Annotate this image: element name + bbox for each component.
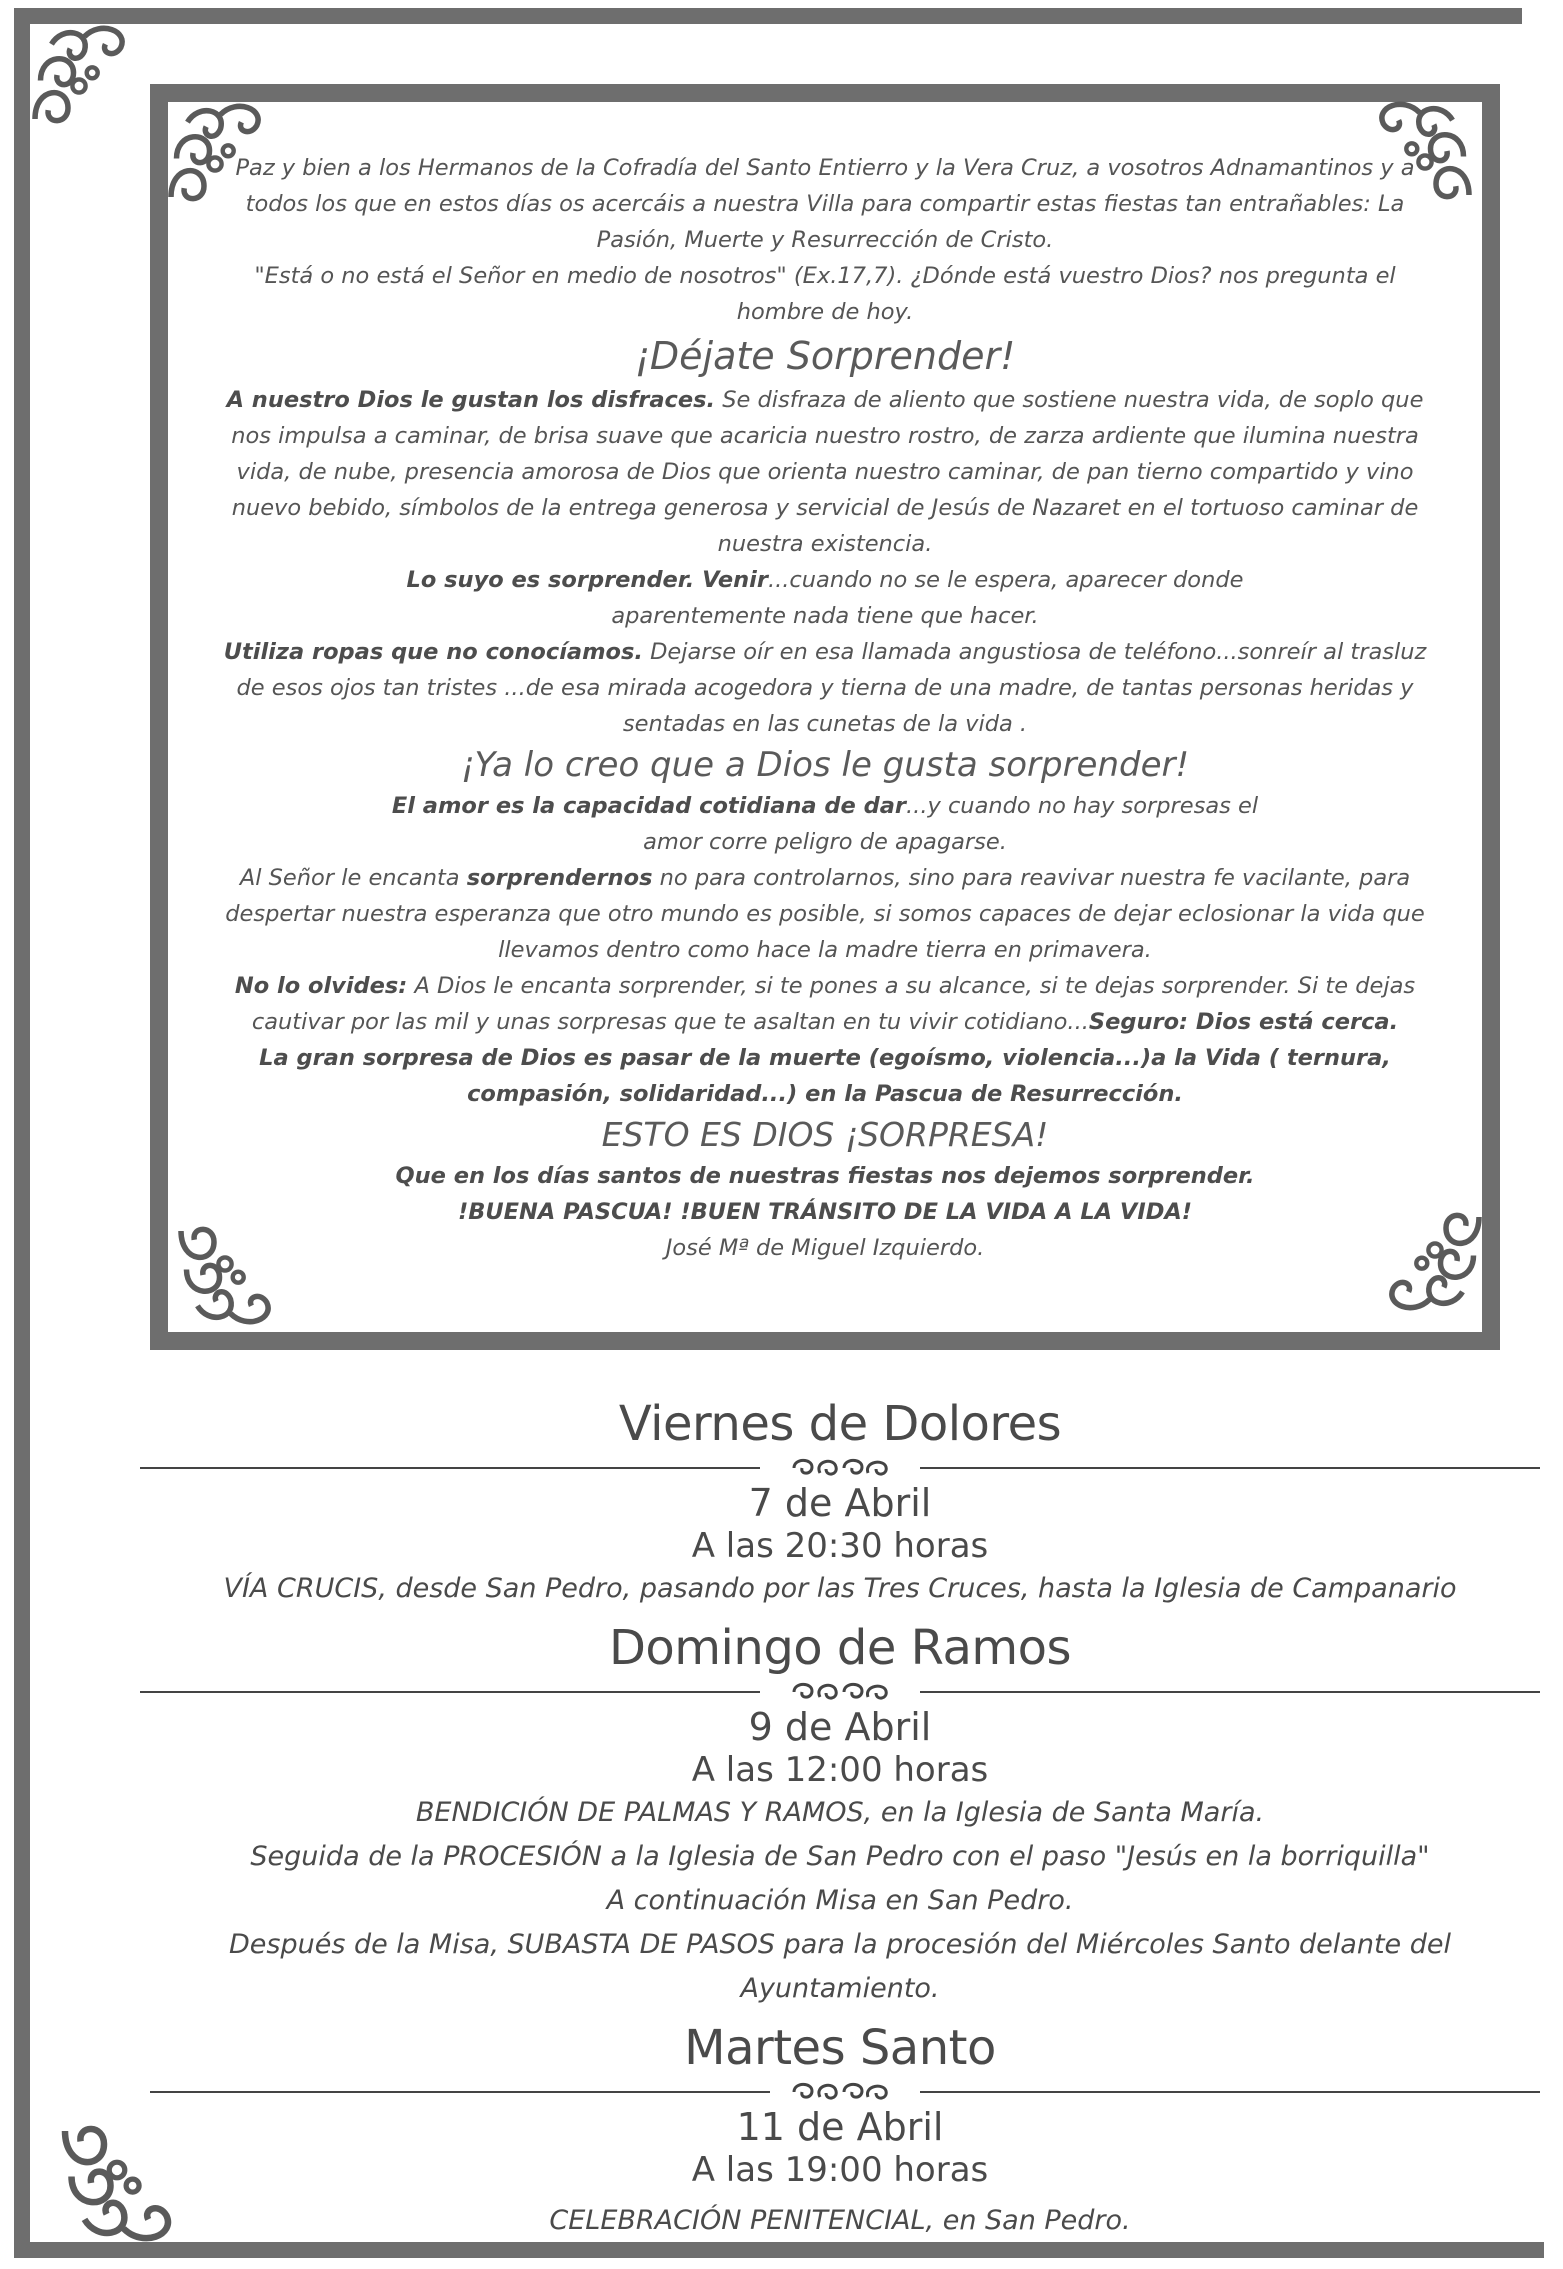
message-paragraph xyxy=(210,634,1440,742)
swirl-ornament-icon xyxy=(24,20,134,130)
message-paragraph xyxy=(210,788,1440,860)
event-time: A las 20:30 horas xyxy=(691,1526,989,1566)
divider-line xyxy=(920,1467,1540,1469)
event-block xyxy=(130,1395,1550,1611)
message-paragraph xyxy=(210,860,1440,968)
divider-line xyxy=(150,2091,770,2093)
divider-line xyxy=(920,2091,1540,2093)
section-divider xyxy=(130,2079,1550,2105)
event-title: Viernes de Dolores xyxy=(618,1396,1062,1452)
event-title: Domingo de Ramos xyxy=(608,1620,1072,1676)
divider-swirl-icon xyxy=(780,1679,900,1705)
message-text xyxy=(210,150,1440,1266)
signature: José Mª de Miguel Izquierdo. xyxy=(665,1235,985,1261)
emphasis-text: El amor es la capacidad cotidiana de dar xyxy=(391,793,907,819)
divider-line xyxy=(140,1691,760,1693)
event-description: CELEBRACIÓN PENITENCIAL, en San Pedro. xyxy=(549,2205,1131,2236)
emphasis-text: Utiliza ropas que no conocíamos. xyxy=(223,639,643,665)
message-paragraph: "Está o no está el Señor en medio de nosotros" (Ex.17,7). ¿Dónde está vuestro Dios? nos pregunta el hombre de hoy. xyxy=(254,263,1396,325)
event-description: Seguida de la PROCESIÓN a la Iglesia de San Pedro con el paso "Jesús en la borriquilla" xyxy=(250,1841,1430,1872)
paragraph-text: A Dios le encanta sorprender, si te pones a su alcance, si te dejas sorprender. Si te dejas cautivar por las mil y unas sorpresas que te asaltan en tu vivir cotidiano... xyxy=(251,973,1416,1035)
event-date: 11 de Abril xyxy=(736,2105,944,2149)
message-paragraph xyxy=(210,1194,1440,1230)
message-paragraph xyxy=(210,1040,1440,1112)
message-heading: ¡Déjate Sorprender! xyxy=(634,334,1016,378)
emphasis-text: sorprendernos xyxy=(466,865,653,891)
event-description: BENDICIÓN DE PALMAS Y RAMOS, en la Iglesia de Santa María. xyxy=(415,1797,1265,1828)
divider-swirl-icon xyxy=(780,1455,900,1481)
message-paragraph: Paz y bien a los Hermanos de la Cofradía del Santo Entierro y la Vera Cruz, a vosotros Adnamantinos y a todos los que en estos días os acercáis a nuestra Villa para compartir estas fiestas tan entrañables: La Pasión, Muerte y Resurrección de Cristo. xyxy=(235,155,1415,253)
divider-line xyxy=(140,1467,760,1469)
paragraph-text: no para controlarnos, sino para reavivar nuestra fe vacilante, para despertar nuestra esperanza que otro mundo es posible, si somos capaces de dejar eclosionar la vida que llevamos dentro como hace la madre tierra en primavera. xyxy=(225,865,1425,963)
paragraph-text: Al Señor le encanta xyxy=(239,865,467,891)
message-heading: ESTO ES DIOS ¡SORPRESA! xyxy=(601,1115,1049,1154)
emphasis-text: No lo olvides: xyxy=(234,973,408,999)
emphasis-text: Que en los días santos de nuestras fiestas nos dejemos sorprender. xyxy=(395,1163,1255,1189)
event-date: 9 de Abril xyxy=(748,1705,932,1749)
event-description: A continuación Misa en San Pedro. xyxy=(606,1885,1074,1916)
event-block xyxy=(130,2019,1550,2243)
program-schedule xyxy=(130,1395,1550,2243)
outer-bottom-border xyxy=(14,2242,1544,2258)
paragraph-text: Dejarse oír en esa llamada angustiosa de teléfono...sonreír al trasluz de esos ojos tan tristes ...de esa mirada acogedora y tierna de una madre, de tantas personas heridas y sentadas en las cunetas de la vida . xyxy=(236,639,1427,737)
paragraph-text: Se disfraza de aliento que sostiene nuestra vida, de soplo que nos impulsa a caminar, de brisa suave que acaricia nuestro rostro, de zarza ardiente que ilumina nuestra vida, de nube, presencia amorosa de Dios que orienta nuestro caminar, de pan tierno compartido y vino nuevo bebido, símbolos de la entrega generosa y servicial de Jesús de Nazaret en el tortuoso caminar de nuestra existencia. xyxy=(231,387,1424,557)
event-title: Martes Santo xyxy=(684,2020,996,2076)
event-time: A las 19:00 horas xyxy=(691,2150,989,2190)
emphasis-text: Seguro: Dios está cerca. xyxy=(1088,1009,1399,1035)
event-description: Después de la Misa, SUBASTA DE PASOS para la procesión del Miércoles Santo delante del Ayuntamiento. xyxy=(228,1929,1451,2004)
emphasis-text: A nuestro Dios le gustan los disfraces. xyxy=(226,387,716,413)
emphasis-text: La gran sorpresa de Dios es pasar de la muerte (egoísmo, violencia...)a la Vida ( ternura, compasión, solidaridad...) en la Pascua de Resurrección. xyxy=(259,1045,1391,1107)
event-block xyxy=(130,1619,1550,2011)
emphasis-text: Lo suyo es sorprender. Venir xyxy=(406,567,768,593)
message-paragraph xyxy=(210,1158,1440,1194)
message-paragraph xyxy=(210,382,1440,562)
divider-swirl-icon xyxy=(780,2079,900,2105)
section-divider xyxy=(130,1455,1550,1481)
paragraph-text: ...y cuando no hay sorpresas el amor corre peligro de apagarse. xyxy=(643,793,1259,855)
message-paragraph xyxy=(210,968,1440,1040)
paragraph-text: ...cuando no se le espera, aparecer donde aparentemente nada tiene que hacer. xyxy=(611,567,1244,629)
divider-line xyxy=(920,1691,1540,1693)
emphasis-text: !BUENA PASCUA! !BUEN TRÁNSITO DE LA VIDA A LA VIDA! xyxy=(457,1199,1193,1225)
message-heading: ¡Ya lo creo que a Dios le gusta sorprender! xyxy=(460,745,1190,785)
section-divider xyxy=(130,1679,1550,1705)
outer-top-border xyxy=(14,8,1522,24)
message-paragraph xyxy=(210,562,1440,634)
event-date: 7 de Abril xyxy=(748,1481,932,1525)
event-time: A las 12:00 horas xyxy=(691,1750,989,1790)
event-description: VÍA CRUCIS, desde San Pedro, pasando por las Tres Cruces, hasta la Iglesia de Campanario xyxy=(223,1573,1457,1604)
